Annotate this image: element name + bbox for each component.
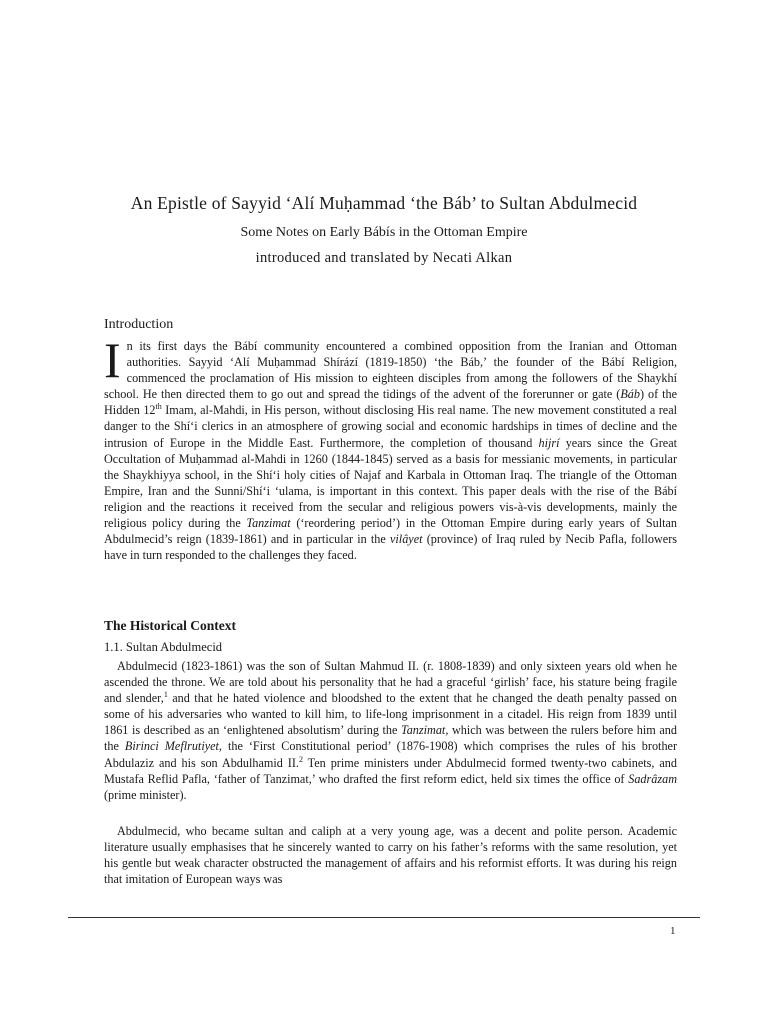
author-byline: introduced and translated by Necati Alkan <box>255 250 513 266</box>
page-number: 1 <box>670 925 676 937</box>
paper-title: An Epistle of Sayyid ‘Alí Muḥammad ‘the Báb’ to Sultan Abdulmecid <box>130 193 638 213</box>
footer-divider <box>68 917 700 918</box>
subsection-heading-sultan: 1.1. Sultan Abdulmecid <box>104 640 223 654</box>
drop-cap: I <box>104 332 121 388</box>
section-heading-introduction: Introduction <box>104 317 174 332</box>
introduction-paragraph: In its first days the Bábí community encountered a combined opposition from the Iranian and Ottoman authorities. Sayyid ‘Alí Muḥammad Shírází (1819-1850) ‘the Báb,’ the founder of the Bábí Religion, commenced the proclamation of His mission to eighteen disciples from among the followers of the Shaykhí school. He then directed them to go out and spread the tidings of the advent of the forerunner or gate (Báb) of the Hidden 12th Imam, al-Mahdi, in His person, without disclosing His real name. The new movement constituted a real danger to the Shí‘i clerics in an atmosphere of growing social and economic hardships in times of decline and the intrusion of Europe in the Middle East. Furthermore, the completion of thousand hijrí years since the Great Occultation of Muḥammad al-Mahdi in 1260 (1844-1845) served as a basis for messianic movements, in particular the Shaykhiyya school, in the Shí‘i holy cities of Najaf and Karbala in Ottoman Iraq. The triangle of the Ottoman Empire, Iran and the Sunni/Shí‘i ‘ulama, is important in this context. This paper deals with the rise of the Bábí religion and the reactions it received from the secular and religious powers vis-à-vis developments, mainly the religious policy during the Tanzimat (‘reordering period’) in the Ottoman Empire during early years of Sultan Abdulmecid’s reign (1839-1861) and in particular in the vilâyet (province) of Iraq ruled by Necib Pafla, followers have in turn responded to the challenges they faced. <box>104 332 677 563</box>
paper-subtitle: Some Notes on Early Bábís in the Ottoman Empire <box>240 225 528 240</box>
section-heading-historical-context: The Historical Context <box>104 618 236 633</box>
body-paragraph: Abdulmecid (1823-1861) was the son of Sultan Mahmud II. (r. 1808-1839) and only sixteen years old when he ascended the throne. We are told about his personality that he had a graceful ‘girlish’ face, his stature being fragile and slender,$^1$ and that he hated violence and bloodshed to the extent that he changed the death penalty passed on some of his adversaries who wanted to kill him, to life-long imprisonment in a citadel. His reign from 1839 until 1861 is described as an ‘enlightened absolutism’ during the Tanzimat, which was between the rulers before him and the Birinci Meflrutiyet, the ‘First Constitutional period’ (1876-1908) which comprises the rules of his brother Abdulaziz and his son Abdulhamid II.$^2$ Ten prime ministers under Abdulmecid formed twenty-two cabinets, and Mustafa Reflid Pafla, ‘father of Tanzimat,’ who drafted the first reform edict, held six times the office of Sadrâzam (prime minister). <box>104 659 678 802</box>
footnote-marker[interactable]: 2 <box>298 754 303 764</box>
body-paragraph: Abdulmecid, who became sultan and caliph at a very young age, was a decent and polite person. Academic literature usually emphasises that he sincerely wanted to carry on his father’s reforms with the same resolution, yet his gentle but weak character obstructed the management of affairs and his reformist efforts. It was during his reign that imitation of European ways was <box>104 824 677 887</box>
footnote-marker[interactable]: 1 <box>163 690 168 700</box>
